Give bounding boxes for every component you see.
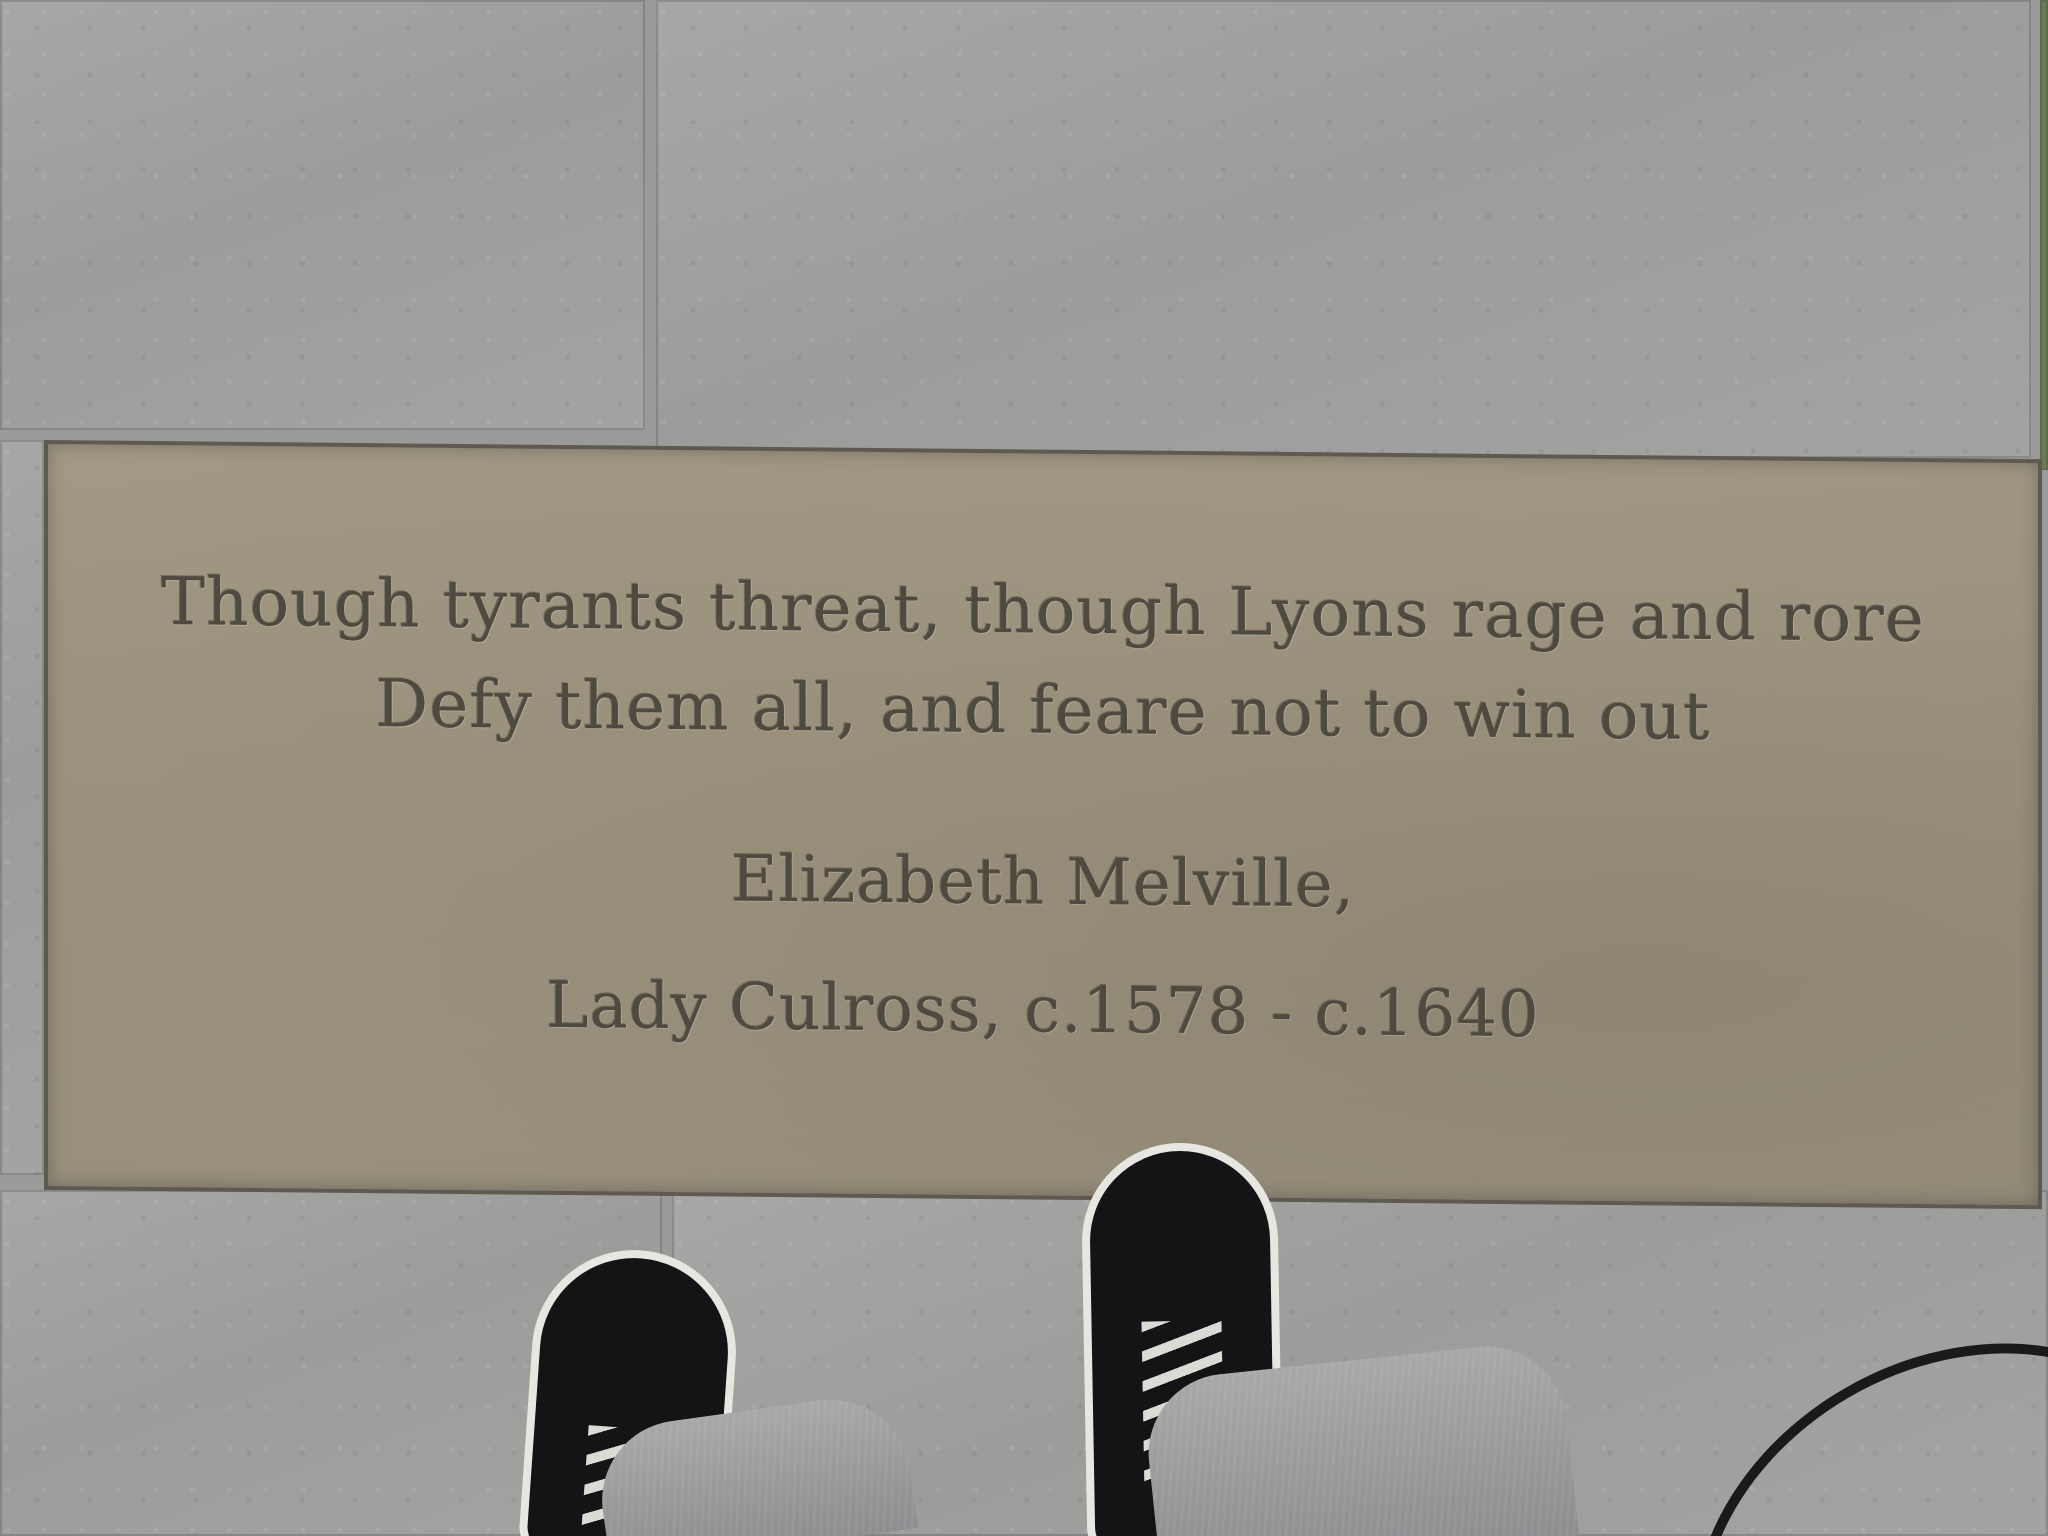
author-title-dates: Lady Culross, c.1578 - c.1640 xyxy=(546,968,1540,1053)
quote-line-1: Though tyrants threat, though Lyons rage and rore xyxy=(161,563,1925,658)
author-name: Elizabeth Melville, xyxy=(730,842,1356,923)
pavement-slab xyxy=(0,0,645,430)
grass-strip xyxy=(2040,0,2048,470)
quote-line-2: Defy them all, and feare not to win out xyxy=(375,665,1711,755)
pavement-slab xyxy=(0,440,44,1175)
pavement-slab xyxy=(656,0,2031,458)
engraved-plaque xyxy=(44,440,2042,1209)
